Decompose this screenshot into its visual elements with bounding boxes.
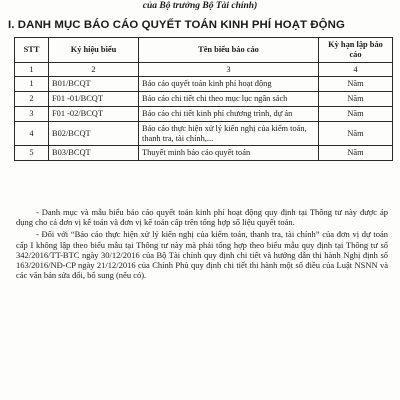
column-number: 4 bbox=[319, 63, 393, 77]
row-stt: 5 bbox=[15, 146, 49, 161]
row-stt: 4 bbox=[15, 122, 49, 146]
row-period: Năm bbox=[319, 107, 393, 122]
table-header-row bbox=[15, 38, 393, 63]
table-row bbox=[15, 146, 393, 161]
header-period: Kỳ hạn lập báo cáo bbox=[319, 38, 393, 63]
header-name: Tên biểu báo cáo bbox=[139, 38, 319, 63]
header-code: Ký hiệu biểu bbox=[49, 38, 139, 63]
row-stt: 3 bbox=[15, 107, 49, 122]
column-number-row bbox=[15, 63, 393, 77]
row-period: Năm bbox=[319, 77, 393, 92]
row-name: Báo cáo chi tiết chi theo mục lục ngân sách bbox=[139, 92, 319, 107]
row-name: Báo cáo chi tiết kinh phí chương trình, dự án bbox=[139, 107, 319, 122]
row-period: Năm bbox=[319, 146, 393, 161]
section-title: I. DANH MỤC BÁO CÁO QUYẾT TOÁN KINH PHÍ HOẠT ĐỘNG bbox=[8, 19, 345, 31]
column-number: 1 bbox=[15, 63, 49, 77]
header-caption: của Bộ trưởng Bộ Tài chính) bbox=[142, 1, 258, 11]
row-period: Năm bbox=[319, 92, 393, 107]
row-name: Báo cáo quyết toán kinh phí hoạt động bbox=[139, 77, 319, 92]
table-row bbox=[15, 107, 393, 122]
column-number: 3 bbox=[139, 63, 319, 77]
row-name: Thuyết minh báo cáo quyết toán bbox=[139, 146, 319, 161]
table-row bbox=[15, 77, 393, 92]
row-period: Năm bbox=[319, 122, 393, 146]
table-row bbox=[15, 92, 393, 107]
table-row bbox=[15, 122, 393, 146]
note-paragraph: - Danh mục và mẫu biểu báo cáo quyết toán kinh phí hoạt động quy định tại Thông tư này được áp dụng cho cả đơn vị kế toán và đơn vị kế toán cấp trên tổng hợp số liệu quyết toán. bbox=[16, 207, 388, 228]
report-list-table bbox=[14, 37, 393, 161]
row-stt: 1 bbox=[15, 77, 49, 92]
notes-block bbox=[16, 207, 388, 281]
header-stt: STT bbox=[15, 38, 49, 63]
column-number: 2 bbox=[49, 63, 139, 77]
note-paragraph: - Đối với “Báo cáo thực hiện xử lý kiến nghị của kiểm toán, thanh tra, tài chính” của đơn vị dự toán cấp I không lập theo biểu mẫu tại Thông tư này mà phải tổng hợp theo biểu mẫu quy định tại Thông tư số 342/2016/TT-BTC ngày 30/12/2016 của Bộ Tài chính quy định chi tiết và hướng dẫn thi hành Nghị định số 163/2016/NĐ-CP ngày 21/12/2016 của Chính Phủ quy định chi tiết thi hành một số điều của Luật NSNN và các văn bản sửa đổi, bổ sung (nếu có). bbox=[16, 229, 388, 281]
row-name: Báo cáo thực hiện xử lý kiến nghị của kiểm toán, thanh tra, tài chính,... bbox=[139, 122, 319, 146]
row-code: F01 -01/BCQT bbox=[49, 92, 139, 107]
row-stt: 2 bbox=[15, 92, 49, 107]
row-code: B01/BCQT bbox=[49, 77, 139, 92]
row-code: B03/BCQT bbox=[49, 146, 139, 161]
row-code: B02/BCQT bbox=[49, 122, 139, 146]
row-code: F01 -02/BCQT bbox=[49, 107, 139, 122]
